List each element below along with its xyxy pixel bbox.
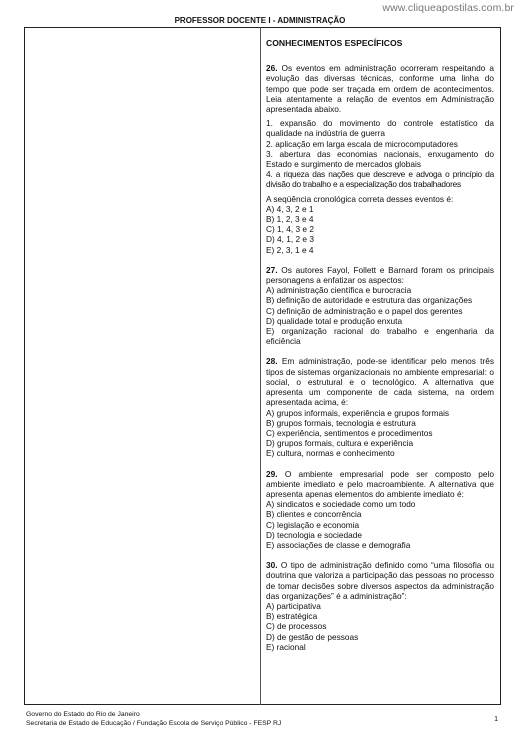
question-text: Os autores Fayol, Follett e Barnard foram os principais personagens a enfatizar os aspectos: [266, 264, 494, 286]
page-number: 1 [494, 716, 498, 723]
option-d: D) tecnologia e sociedade [266, 529, 362, 540]
section-title: CONHECIMENTOS ESPECÍFICOS [266, 38, 403, 48]
option-c: C) definição de administração e o papel dos gerentes [266, 305, 463, 316]
question-number: 27. [266, 264, 278, 275]
question-prompt: A seqüência cronológica correta desses eventos é: [266, 193, 454, 204]
question-stem [266, 469, 494, 500]
option-c: C) de processos [266, 621, 327, 632]
question-30 [266, 560, 494, 652]
option-b: B) definição de autoridade e estrutura das organizações [266, 295, 473, 306]
option-d: D) de gestão de pessoas [266, 631, 359, 642]
question-stem [266, 63, 494, 114]
question-number: 28. [266, 356, 278, 367]
option-b: B) grupos formais, tecnologia e estrutura [266, 417, 416, 428]
question-text: O ambiente empresarial pode ser composto pelo ambiente imediato e pelo macroambiente. A alternativa que apresenta apenas elementos do ambiente imediato é: [266, 468, 494, 499]
footer-line-2: Secretaria de Estado de Educação / Fundação Escola de Serviço Público - FESP RJ [26, 719, 282, 727]
question-28 [266, 356, 494, 458]
option-b: B) estratégica [266, 611, 318, 622]
right-column [266, 38, 494, 662]
option-c: C) legislação e economia [266, 519, 360, 530]
option-c: C) experiência, sentimentos e procedimentos [266, 427, 433, 438]
list-item: 3. abertura das economias nacionais, enxugamento do Estado e surgimento de mercados globais [266, 148, 494, 170]
option-b: B) 1, 2, 3 e 4 [266, 214, 314, 225]
option-b: B) clientes e concorrência [266, 509, 362, 520]
option-e: E) racional [266, 641, 306, 652]
option-e: E) associações de classe e demografia [266, 539, 411, 550]
question-27 [266, 265, 494, 347]
question-number: 26. [266, 63, 278, 74]
page-footer [26, 711, 500, 728]
page-header: PROFESSOR DOCENTE I - ADMINISTRAÇÃO [174, 16, 346, 25]
question-number: 30. [266, 560, 278, 571]
option-a: A) administração científica e burocracia [266, 285, 412, 296]
option-d: D) qualidade total e produção enxuta [266, 315, 403, 326]
list-item: 4. a riqueza das nações que descreve e advoga o princípio da divisão do trabalho e a especialização dos trabalhadores [266, 169, 494, 190]
event-list [266, 118, 494, 189]
question-stem [266, 265, 494, 285]
question-stem [266, 560, 494, 601]
header-rule [24, 27, 501, 28]
column-divider [260, 27, 261, 705]
option-e: E) 2, 3, 1 e 4 [266, 244, 314, 255]
question-26 [266, 63, 494, 255]
option-e: E) cultura, normas e conhecimento [266, 448, 395, 459]
footer-line-1: Governo do Estado do Rio de Janeiro [26, 711, 140, 718]
option-d: D) grupos formais, cultura e experiência [266, 438, 414, 449]
option-a: A) grupos informais, experiência e grupos formais [266, 407, 450, 418]
question-text: Em administração, pode-se identificar pelo menos três tipos de sistemas organizacionais no ambiente empresarial: o social, o estrutural e o tecnológico. A alternativa que apresenta um componente de cada sistema, na ordem apresentada acima, é: [266, 356, 494, 408]
option-e: E) organização racional do trabalho e engenharia da eficiência [266, 326, 494, 347]
question-text: O tipo de administração definido como “uma filosofia ou doutrina que valoriza a participação das pessoas no processo de tomar decisões sobre diversos aspectos da administração das organizações” é a administração”: [266, 560, 494, 601]
option-a: A) 4, 3, 2 e 1 [266, 203, 314, 214]
option-a: A) sindicatos e sociedade como um todo [266, 499, 416, 510]
option-d: D) 4, 1, 2 e 3 [266, 234, 314, 245]
list-item: 2. aplicação em larga escala de microcomputadores [266, 138, 458, 149]
question-29 [266, 469, 494, 551]
list-item: 1. expansão do movimento do controle estatístico da qualidade na indústria de guerra [266, 118, 494, 139]
question-text: Os eventos em administração ocorreram respeitando a evolução das diversas técnicas, conforme uma linha do tempo que pode ser traçada em ordem de acontecimentos. Leia atentamente a relação de eventos em Administração apresentada abaixo. [266, 63, 494, 115]
option-a: A) participativa [266, 600, 321, 611]
watermark: www.cliqueapostilas.com.br [382, 2, 514, 14]
question-stem [266, 356, 494, 407]
option-c: C) 1, 4, 3 e 2 [266, 224, 314, 235]
question-number: 29. [266, 468, 278, 479]
